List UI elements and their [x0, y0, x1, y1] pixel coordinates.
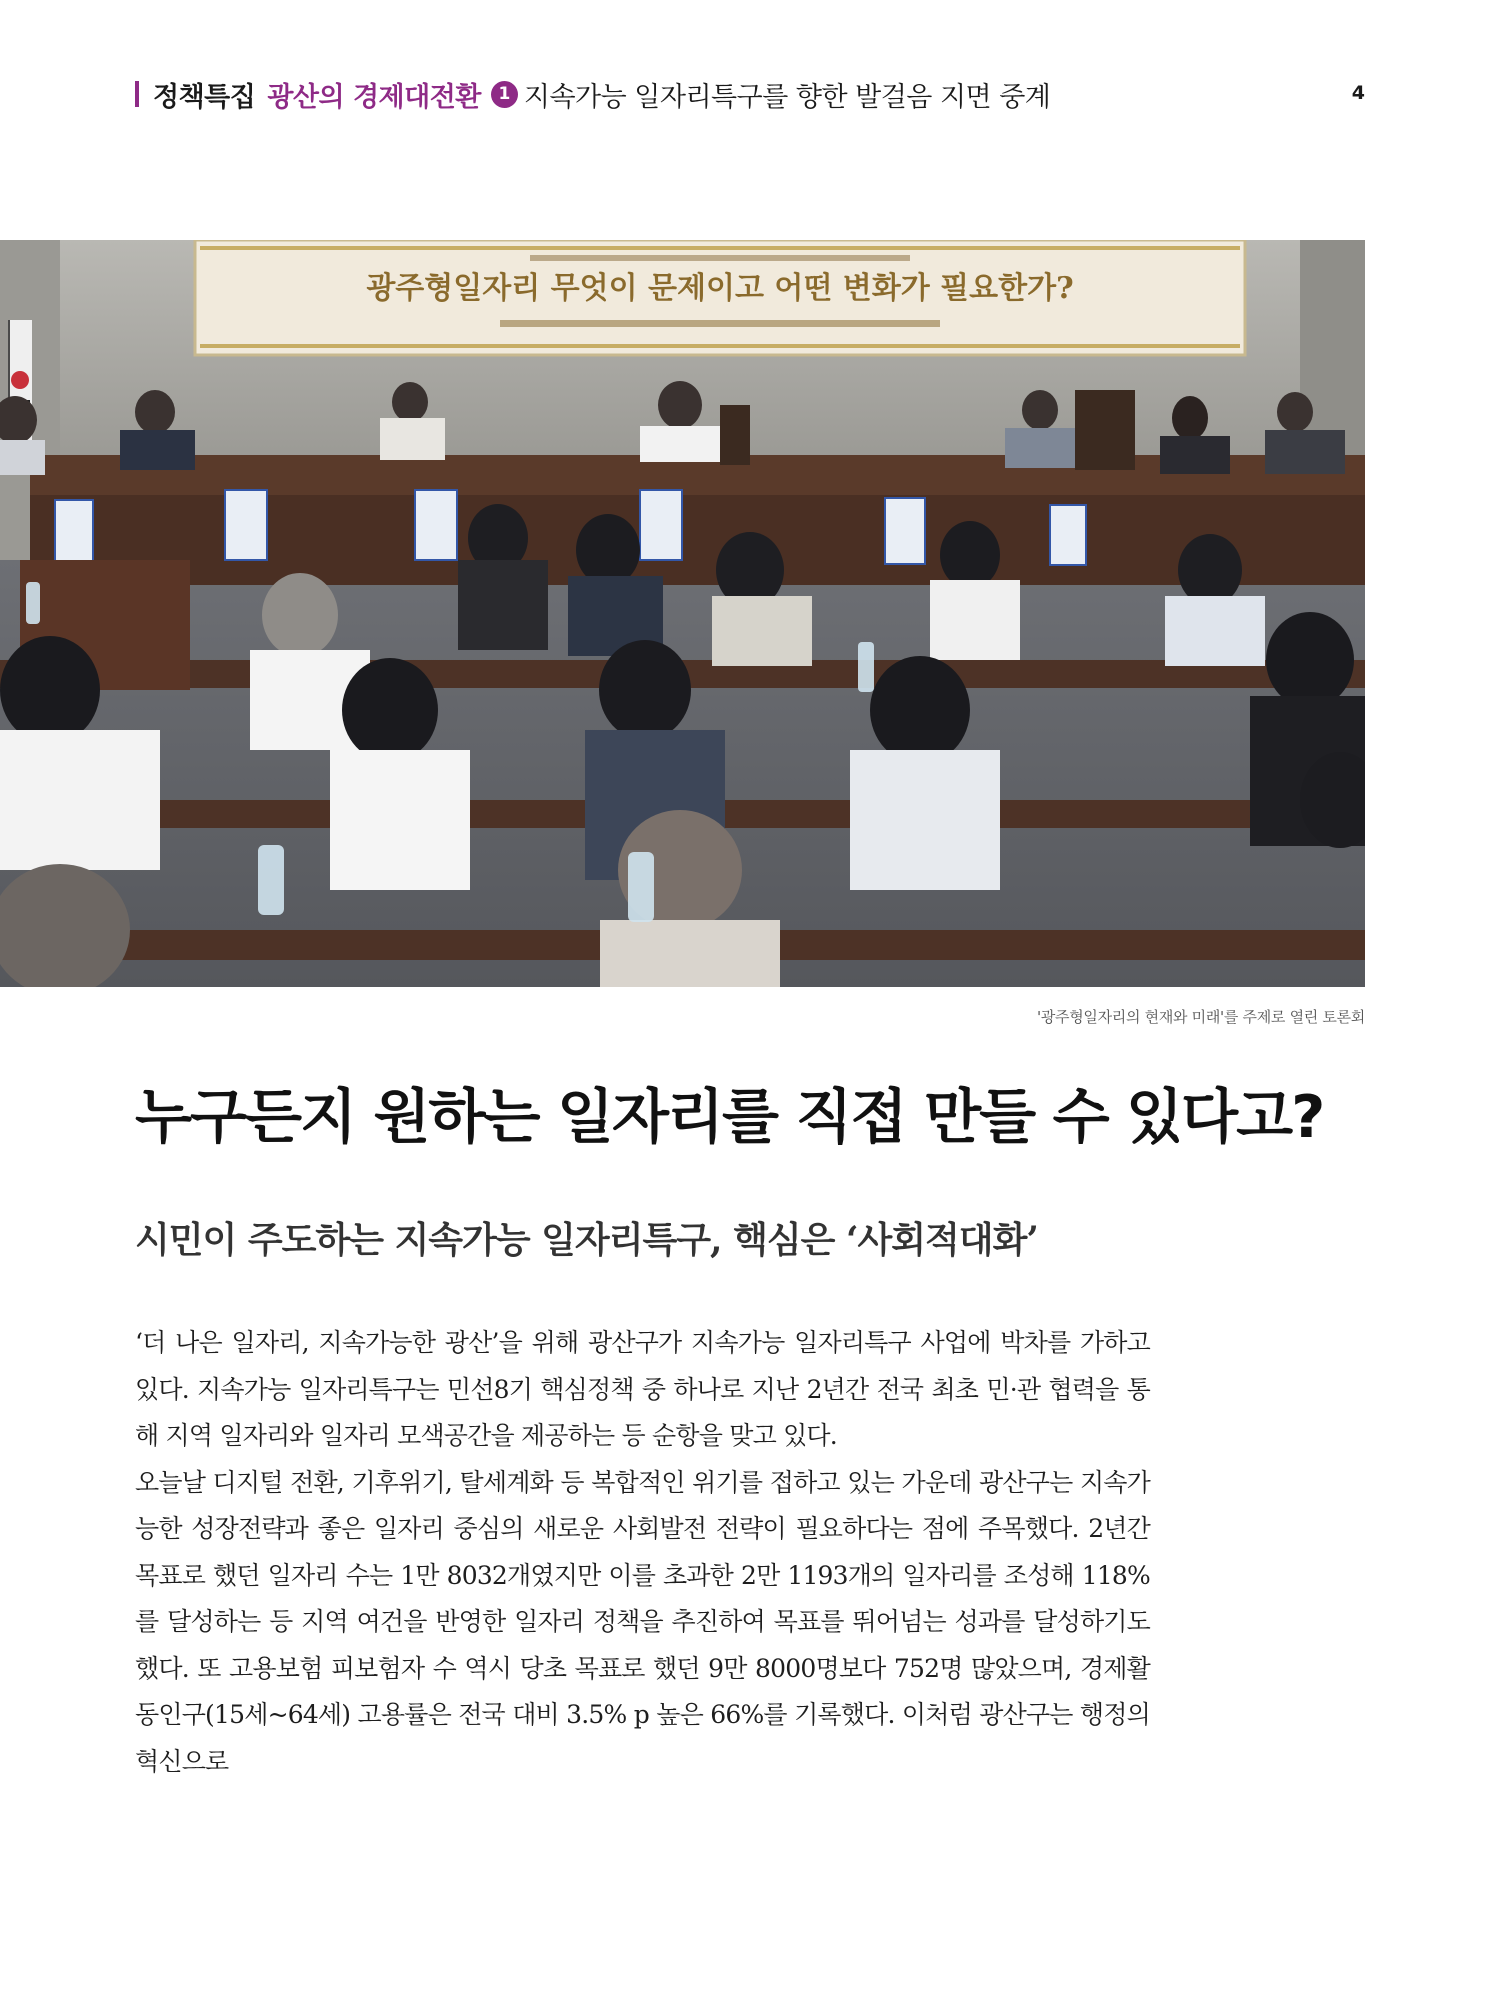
article-subheadline: 시민이 주도하는 지속가능 일자리특구, 핵심은 ‘사회적대화’: [135, 1219, 1038, 1261]
header-topic-label: 광산의 경제대전환: [267, 81, 481, 113]
header-subtitle: 지속가능 일자리특구를 향한 발걸음 지면 중계: [523, 81, 1051, 113]
page-number: 4: [1351, 82, 1365, 104]
header-number-badge: 1: [491, 81, 518, 108]
article-body: [135, 1320, 1150, 1785]
body-paragraph-2: 오늘날 디지털 전환, 기후위기, 탈세계화 등 복합적인 위기를 접하고 있는 가운데 광산구는 지속가능한 성장전략과 좋은 일자리 중심의 새로운 사회발전 전략이 필요하다는 점에 주목했다. 2년간 목표로 했던 일자리 수는 1만 8032개였지만 이를 초과한 2만 1193개의 일자리를 조성해 118%를 달성하는 등 지역 여건을 반영한 일자리 정책을 추진하여 목표를 뛰어넘는 성과를 달성하기도 했다. 또 고용보험 피보험자 수 역시 당초 목표로 했던 9만 8000명보다 752명 많았으며, 경제활동인구(15세~64세) 고용률은 전국 대비 3.5% p 높은 66%를 기록했다. 이처럼 광산구는 행정의 혁신으로: [135, 1467, 1150, 1776]
banner-title: 광주형일자리 무엇이 문제이고 어떤 변화가 필요한가?: [366, 271, 1074, 306]
header-section-label: 정책특집: [153, 81, 256, 113]
forum-photo: [0, 240, 1365, 987]
body-paragraph-1: ‘더 나은 일자리, 지속가능한 광산’을 위해 광산구가 지속가능 일자리특구 사업에 박차를 가하고 있다. 지속가능 일자리특구는 민선8기 핵심정책 중 하나로 지난 2년간 전국 최초 민·관 협력을 통해 지역 일자리와 일자리 모색공간을 제공하는 등 순항을 맞고 있다.: [135, 1328, 1150, 1450]
header-accent-bar: [135, 81, 139, 107]
photo-caption: '광주형일자리의 현재와 미래'를 주제로 열린 토론회: [1037, 1008, 1365, 1026]
page-header: [135, 70, 1365, 118]
article-headline: 누구든지 원하는 일자리를 직접 만들 수 있다고?: [135, 1082, 1324, 1151]
